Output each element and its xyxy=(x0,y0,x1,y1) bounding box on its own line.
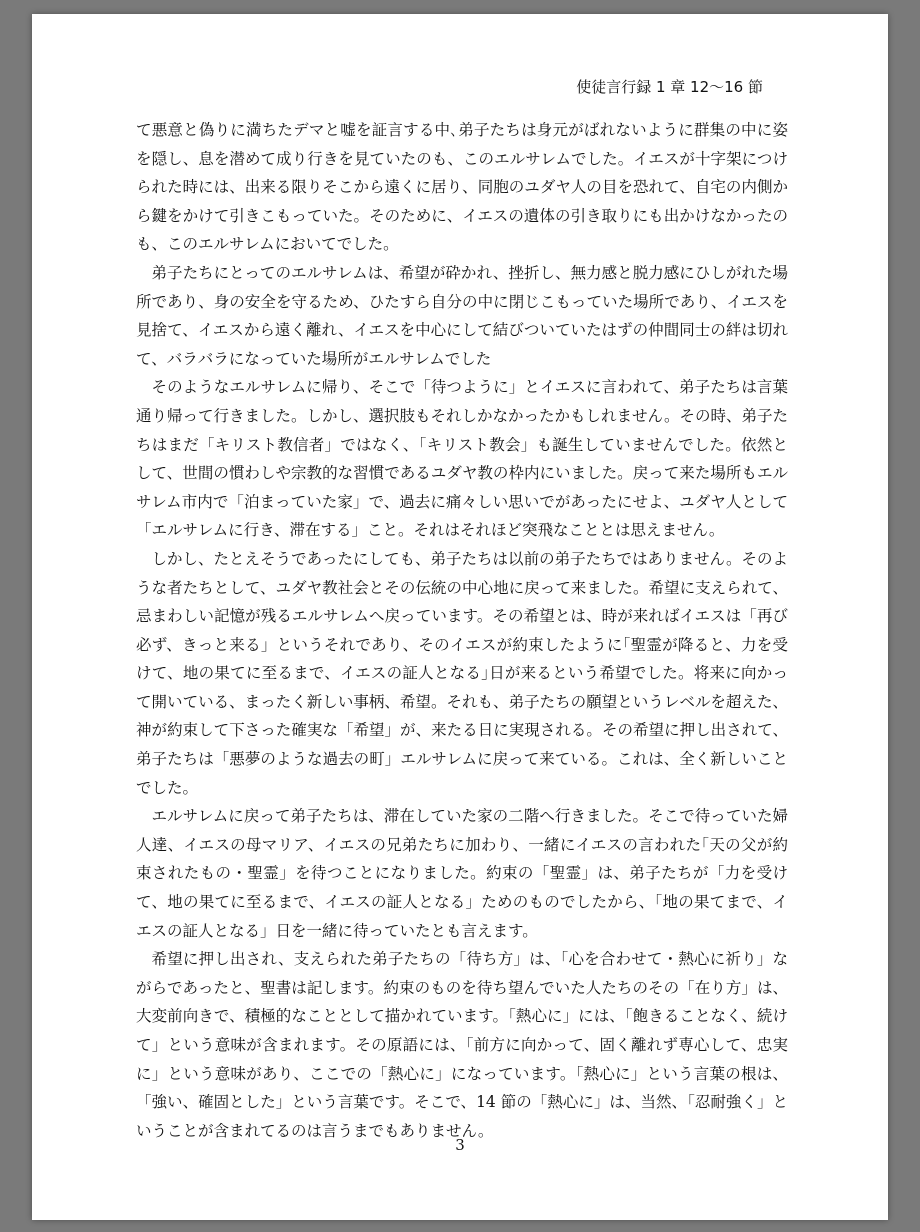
paragraph: て悪意と偽りに満ちたデマと嘘を証言する中､弟子たちは身元がばれないように群集の中に姿を隠し、息を潜めて成り行きを見ていたのも、このエルサレムでした。イエスが十字架につけられた時には、出来る限りそこから遠くに居り、同胞のユダヤ人の目を恐れて、自宅の内側から鍵をかけて引きこもっていた。そのために、イエスの遺体の引き取りにも出かけなかったのも、このエルサレムにおいてでした。 xyxy=(136,121,788,254)
body-text xyxy=(136,116,788,1145)
page-number: 3 xyxy=(455,1136,465,1154)
paragraph: エルサレムに戻って弟子たちは、滞在していた家の二階へ行きました。そこで待っていた婦人達、イエスの母マリア、イエスの兄弟たちに加わり、一緒にイエスの言われた｢天の父が約束されたもの・聖霊」を待つことになりました。約束の「聖霊」は、弟子たちが「力を受けて、地の果てに至るまで、イエスの証人となる」ためのものでしたから、｢地の果てまで、イエスの証人となる」日を一緒に待っていたとも言えます。 xyxy=(136,807,789,940)
paragraph: しかし、たとえそうであったにしても、弟子たちは以前の弟子たちではありません。そのような者たちとして、ユダヤ教社会とその伝統の中心地に戻って来ました。希望に支えられて、忌まわしい記憶が残るエルサレムへ戻っています。その希望とは、時が来ればイエスは「再び必ず、きっと来る」というそれであり、そのイエスが約束したように｢聖霊が降ると、力を受けて、地の果てに至るまで、イエスの証人となる｣日が来るという希望でした。将来に向かって開いている、まったく新しい事柄、希望。それも、弟子たちの願望というレベルを超えた、神が約束して下さった確実な「希望」が、来たる日に実現される。その希望に押し出されて、弟子たちは「悪夢のような過去の町」エルサレムに戻って来ている。これは、全く新しいことでした。 xyxy=(136,549,788,797)
document-page xyxy=(32,14,888,1220)
paragraph: そのようなエルサレムに帰り、そこで「待つように」とイエスに言われて、弟子たちは言葉通り帰って行きました。しかし、選択肢もそれしかなかったかもしれません。その時、弟子たちはまだ「キリスト教信者」ではなく、｢キリスト教会」も誕生していませんでした。依然として、世間の慣わしや宗教的な習慣であるユダヤ教の枠内にいました。戻って来た場所もエルサレム市内で「泊まっていた家」で、過去に痛々しい思いでがあったにせよ、ユダヤ人として「エルサレムに行き、滞在する」こと。それはそれほど突飛なこととは思えません。 xyxy=(136,378,788,540)
running-header: 使徒言行録 1 章 12〜16 節 xyxy=(576,78,763,96)
paragraph: 希望に押し出され、支えられた弟子たちの「待ち方」は、｢心を合わせて・熱心に祈り」ながらであったと、聖書は記します。約束のものを待ち望んでいた人たちのその「在り方」は、大変前向きで、積極的なこととして描かれています。｢熱心に」には、｢飽きることなく、続けて」という意味が含まれます。その原語には、｢前方に向かって、固く離れず専心して、忠実に」という意味があり、ここでの「熱心に」になっています。｢熱心に」という言葉の根は、「強い、確固とした」という言葉です。そこで、14 節の「熱心に」は、当然、「忍耐強く」ということが含まれてるのは言うまでもありません。 xyxy=(136,950,789,1140)
paragraph: 弟子たちにとってのエルサレムは、希望が砕かれ、挫折し、無力感と脱力感にひしがれた場所であり、身の安全を守るため、ひたすら自分の中に閉じこもっていた場所であり、イエスを見捨て、イエスから遠く離れ、イエスを中心にして結びついていたはずの仲間同士の絆は切れて、バラバラになっていた場所がエルサレムでした xyxy=(136,263,788,368)
